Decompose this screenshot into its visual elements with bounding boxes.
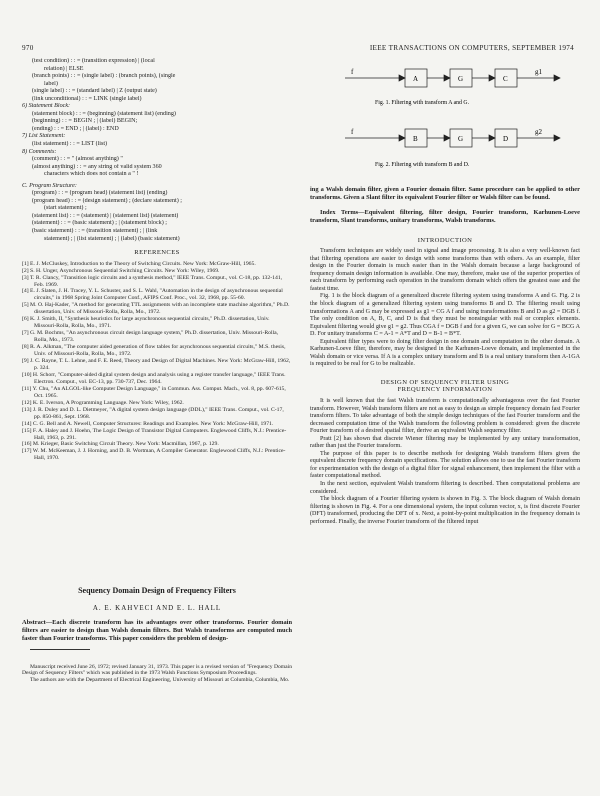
footnote-received: Manuscript received June 26, 1972; revised January 31, 1973. This paper is a revised version of "Frequency Domain Design of Sequency Filters" which was published in the 1973 Walsh Functions Symposium Proceedings. bbox=[22, 663, 292, 677]
fig2-label-B: B bbox=[413, 135, 418, 143]
grammar-line: relation) | ELSE bbox=[44, 65, 84, 72]
paper-header bbox=[22, 586, 292, 684]
fig1-label-g1: g1 bbox=[535, 68, 542, 76]
fig2-label-g2: g2 bbox=[535, 128, 542, 136]
grammar-line: (link unconditional) : : = LINK (single label) bbox=[32, 95, 142, 102]
reference-item: [1] E. J. McCluskey, Introduction to the Theory of Switching Circuits. New York: McGraw-Hill, 1965. bbox=[22, 260, 256, 267]
intro-paragraph: Equivalent filter types were to doing filter design in one domain and computation in the other domain. A Karhunen-Loeve filter, therefore, may be designed in the Karhunen-Loeve domain, and implemented in the Walsh domain or vice versa. If A is a complex unitary transform and B is a real unitary transform then A-1GA is required to be real for G to be realizable. bbox=[310, 338, 580, 368]
abstract-continued: ing a Walsh domain filter, given a Fourier domain filter. Same procedure can be applied to other transforms. Given a Slant filter its equivalent Fourier filter or Walsh filter can be found. bbox=[310, 186, 580, 201]
grammar-line: label) bbox=[44, 80, 58, 87]
reference-item: [11] Y. Chu, "An ALGOL-like Computer Design Language," in Commun. Ass. Comput. Mach., vol. 8, pp. 607-615, Oct. 1965. bbox=[22, 385, 286, 399]
reference-item: [2] S. H. Unger, Asynchronous Sequential Switching Circuits. New York: Wiley, 1969. bbox=[22, 267, 220, 274]
design-paragraph: The block diagram of a Fourier filtering system is shown in Fig. 3. The block diagram of Walsh domain filtering is shown in Fig. 4. For a one dimensional system, the input column vector, x, is first discrete Fourier (DFT) transformed, producing the DFT of x. Next, a point-by-point multiplication in the frequency domain is performed. Finally, the inverse Fourier transform of the filtered input bbox=[310, 496, 580, 525]
intro-heading: INTRODUCTION bbox=[417, 236, 473, 244]
design-heading-2: FREQUENCY INFORMATION bbox=[397, 386, 493, 394]
paper-authors: A. E. KAHVECI AND E. L. HALL bbox=[92, 604, 222, 612]
footnote-authors: The authors are with the Department of Electrical Engineering, University of Missouri at Columbia, Columbia, Mo. bbox=[30, 676, 290, 683]
fig2-label-f: f bbox=[351, 128, 354, 136]
reference-item: [10] H. Schorr, "Computer-aided digital system design and analysis using a register transfer language," IEEE Trans. Electron. Comput., vol. EC-13, pp. 730-737, Dec. 1964. bbox=[22, 371, 286, 385]
reference-item: [16] M. Krieger, Basic Switching Circuit Theory. New York: Macmillan, 1967, p. 129. bbox=[22, 441, 219, 448]
grammar-line: statement) ; | (list statement) ; | (label) (basic statement) bbox=[44, 235, 180, 242]
grammar-line: (comment) : : = " (almost anything) " bbox=[32, 156, 123, 163]
reference-item: [3] T. R. Clancy, "Transition logic circuits and a synthesis method," IEEE Trans. Comput., vol. C-18, pp. 132-141, Feb. 1969. bbox=[22, 274, 283, 288]
grammar-line: (basic statement) : : = (transition statement) ; | (link bbox=[32, 228, 158, 235]
right-column bbox=[310, 186, 580, 526]
reference-item: [13] J. R. Duley and D. L. Dietmeyer, "A digital system design language (DDL)," IEEE Trans. Comput., vol. C-17, pp. 850-861, Sept. 1968. bbox=[22, 406, 284, 420]
grammar-line: (branch points) : : = (single label) : (branch points), (single bbox=[32, 73, 176, 80]
fig1-label-C: C bbox=[503, 75, 508, 83]
grammar-line: (statement) : : = (basic statement) ; | (statement block) ; bbox=[32, 220, 167, 227]
grammar-line: (start statement) ; bbox=[44, 205, 87, 212]
grammar-line: (statement block) : : = (beginning) (statement list) (ending) bbox=[32, 110, 176, 117]
grammar-line: (test condition) : : = (transition expression) | (local bbox=[32, 58, 155, 64]
intro-paragraph: Fig. 1 is the block diagram of a generalized discrete filtering system using transforms A and G. Fig. 2 is the block diagram of a generalized filtering system using transforms B and D. The filtering result using transformations A and G may be expressed as g1 = CG A f and using transformations B and D as g2 = DGB f. The only condition on A, B, C, and D is that they must be nonsingular with real or complex elements. Equivalent filtering would give g1 = g2. Thus CGA f = DGB f and for a given G, we can solve for G = BCG A D. For unitary transforms C = A-1 = A*T and D = B-1 = B*T. bbox=[310, 293, 580, 338]
design-paragraph: In the next section, equivalent Walsh transform filtering is described. Then computational problems are considered. bbox=[310, 481, 580, 495]
design-paragraph: It is well known that the fast Walsh transform is computationally advantageous over the fast Fourier transform. However, Walsh transform filters are not as easy to design as simple frequency domain fast Fourier transform filters. To take advantage of both the simple design techniques of the fast Fourier transform and the decreased computation time of the Walsh transform the following problem is considered: given the discrete Fourier transform of a desired spatial filter, derive an equivalent Walsh sequency filter. bbox=[310, 398, 580, 435]
fig2-caption: Fig. 2. Filtering with transform B and D. bbox=[375, 162, 470, 168]
design-paragraph: Pratt [2] has shown that discrete Wiener filtering may be implemented by any unitary transformation, rather than just the Fourier transform. bbox=[310, 435, 580, 450]
figures-diagram bbox=[335, 58, 575, 183]
fig2-label-G: G bbox=[458, 135, 464, 143]
grammar-block bbox=[22, 58, 292, 103]
fig1-label-A: A bbox=[413, 75, 419, 83]
grammar-line: characters which does not contain a " ! bbox=[44, 171, 139, 178]
fig2-diagram bbox=[345, 129, 560, 147]
grammar-line: (almost anything) : : = any string of valid system 360 bbox=[32, 163, 162, 170]
fig1-diagram bbox=[345, 69, 560, 87]
reference-item: [7] G. M. Bochms, "An asynchronous circuit design language system," Ph.D. dissertation, Univ. Missouri-Rolla, Rolla, Mo., 1973. bbox=[22, 330, 279, 344]
references-heading: REFERENCES bbox=[134, 249, 180, 257]
grammar-line: (list statement) : : = LIST (list) bbox=[32, 141, 108, 148]
section-title: 8) Comments: bbox=[22, 148, 57, 155]
fig1-label-f: f bbox=[351, 68, 354, 76]
grammar-line: (program head) : : = (design statement) ; (declare statement) ; bbox=[32, 197, 182, 204]
footnote-rule bbox=[30, 649, 90, 650]
reference-item: [14] C. G. Bell and A. Newell, Computer Structures: Readings and Examples. New York: McGraw-Hill, 1971. bbox=[22, 420, 274, 427]
reference-list bbox=[22, 261, 292, 463]
reference-item: [15] F. A. Haley and J. Hoehn, The Logic Design of Transistor Digital Computers. Englewood Cliffs, N.J.: Prentice-Hall, 1963, p. 291. bbox=[22, 427, 287, 441]
fig2-label-D: D bbox=[503, 135, 509, 143]
section-title: C. Program Structure: bbox=[22, 182, 77, 189]
design-paragraph: The purpose of this paper is to describe methods for designing Walsh transform filters given the equivalent discrete frequency domain specifications. The solution allows one to use the fast Fourier transform for experimentation with the design of a digital filter for signal enhancement, then implement the filter with a faster computational method. bbox=[310, 450, 580, 480]
index-terms: Index Terms—Equivalent filtering, filter design, Fourier transform, Karhunen-Loeve transform, Slant transforms, unitary transforms, Walsh transforms. bbox=[310, 208, 580, 224]
grammar-line: (beginning) : : = BEGIN ; | (label) BEGIN; bbox=[32, 118, 138, 125]
reference-item: [17] W. M. McKeeman, J. J. Horning, and D. B. Wortman, A Compiler Generator. Englewood Cliffs, N.J.: Prentice-Hall, 1970. bbox=[22, 448, 286, 462]
fig1-label-G: G bbox=[458, 75, 464, 83]
reference-item: [8] R. A. Alkman, "The computer aided generation of flow tables for asynchronous sequential circuits," M.S. thesis, Univ. of Missouri-Rolla, Rolla, Mo., 1972. bbox=[22, 344, 286, 358]
left-column bbox=[22, 58, 292, 462]
reference-item: [6] K. J. Smith, II, "Synthesis heuristics for large asynchronous sequential circuits," Ph.D. dissertation, Univ. Missouri-Rolla, Rolla, Mo., 1971. bbox=[22, 316, 270, 330]
grammar-line: (single label) : : = (standard label) | Z (output state) bbox=[32, 88, 157, 95]
reference-item: [4] E. J. Slaten, J. H. Tracey, Y. L. Schuster, and S. L. Wahl, "Automation in the design of asynchronous sequential circuits," in 1968 Spring Joint Computer Conf., AFIPS Conf. Proc., vol. 32, 1968, pp. 55-60. bbox=[22, 288, 283, 302]
section-title: 7) List Statement: bbox=[22, 133, 66, 140]
intro-paragraph: Transform techniques are widely used in signal and image processing. It is also a very well-known fact that filtering operations are easier to design with some transforms than with others. As an example, filter design in the Fourier domain is much easier than in the Walsh domain because a large background of frequency domain design information is available. One may, therefore, make use of the superior properties of each transform by performing each operation in the transform domain which offers the greatest ease and the fastest time. bbox=[310, 248, 580, 292]
section-title: 6) Statement Block: bbox=[22, 103, 71, 110]
abstract: Abstract—Each discrete transform has its advantages over other transforms. Fourier domain filters are easier to design than Walsh domain filters. But Walsh transforms are computed much faster than Fourier transforms. This paper considers the problem of design- bbox=[22, 619, 292, 642]
reference-item: [12] K. E. Iverson, A Programming Language. New York: Wiley, 1962. bbox=[22, 399, 184, 406]
reference-item: [9] J. C. Rayne, T. L. Lehne, and F. E. Reed, Theory and Design of Digital Machines. New York: McGraw-Hill, 1962, p. 324. bbox=[22, 358, 291, 371]
page-number: 970 bbox=[22, 44, 34, 52]
grammar-line: (statement list) : : = (statement) | (statement list) (statement) bbox=[32, 212, 179, 219]
paper-title: Sequency Domain Design of Frequency Filters bbox=[78, 586, 236, 595]
fig1-caption: Fig. 1. Filtering with transform A and G. bbox=[375, 100, 470, 106]
grammar-line: (program) : : = (program head) (statement list) (ending) bbox=[32, 190, 168, 197]
fig1-arrow bbox=[399, 75, 405, 81]
journal-header: IEEE TRANSACTIONS ON COMPUTERS, SEPTEMBER 1974 bbox=[369, 44, 574, 52]
reference-item: [5] M. O. Haj-Kader, "A method for generating TTL assignments with an incomplete state machine algorithm," Ph.D. dissertation, Univ. of Missouri-Rolla, Rolla, Mo., 1972. bbox=[22, 302, 290, 316]
design-heading: DESIGN OF SEQUENCY FILTER USING bbox=[380, 378, 510, 386]
grammar-line: (ending) : : = END ; | (label) : END bbox=[32, 125, 119, 132]
